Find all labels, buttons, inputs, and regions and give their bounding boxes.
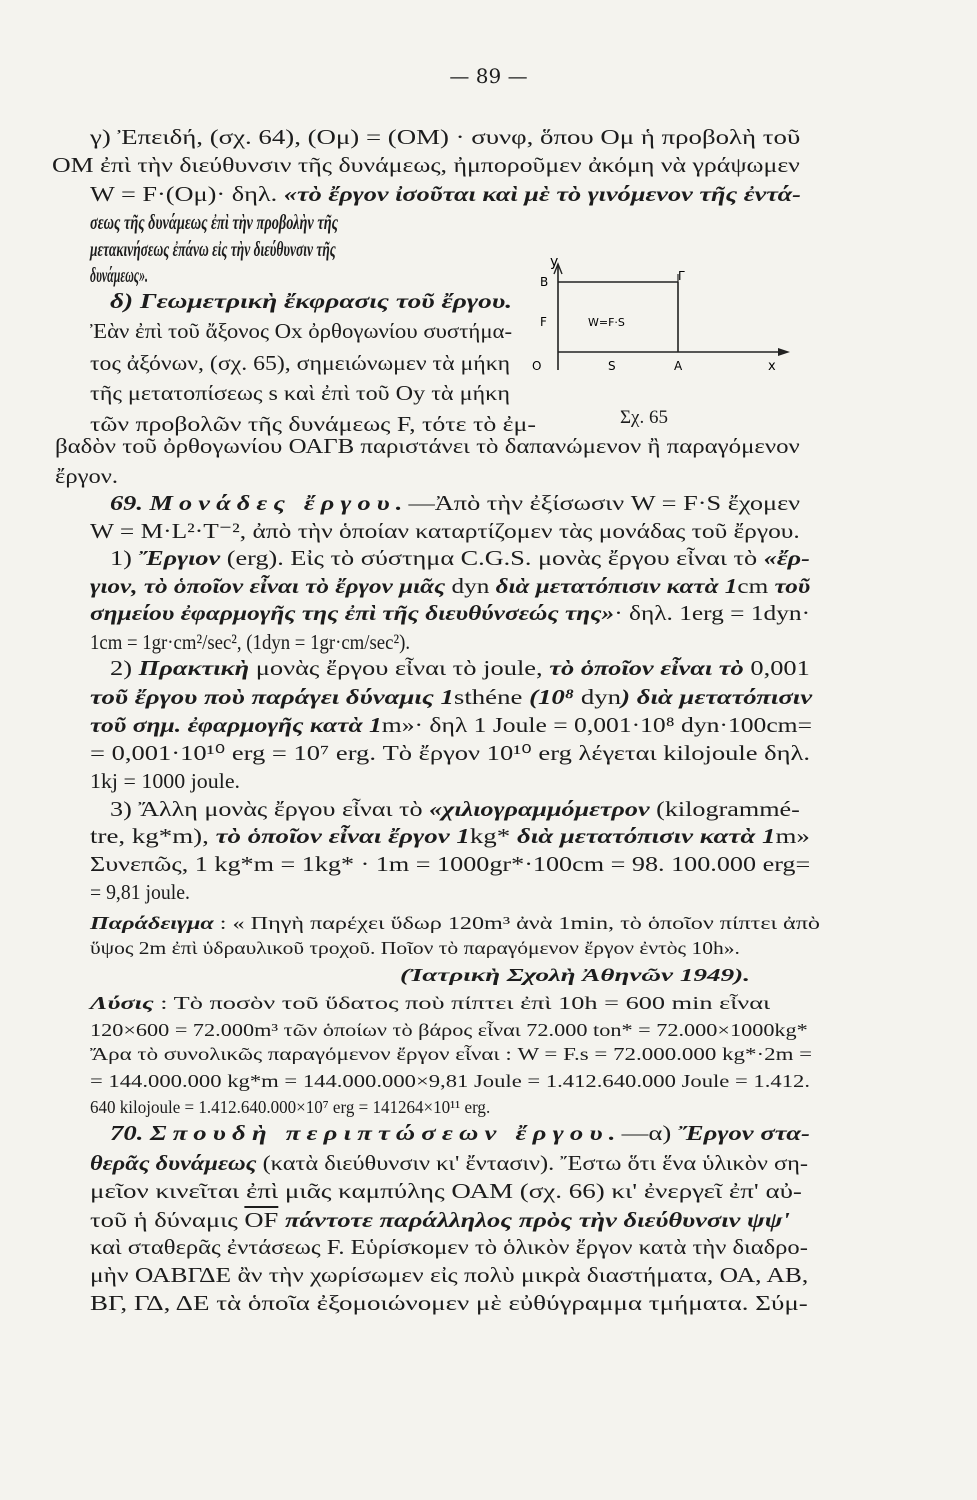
line-content [90, 380, 510, 406]
text-line [90, 236, 481, 262]
line-content [90, 684, 812, 710]
line-content [110, 655, 810, 681]
line-content [90, 1150, 808, 1176]
text-line [110, 545, 810, 571]
text-segment: θερᾶς δυνάμεως [90, 1151, 257, 1175]
text-segment: τοῦ ἔργου ποὺ παράγει δύναμις 1 [90, 685, 454, 709]
label-x: x [768, 359, 776, 374]
text-segment: μονὰς ἔργου εἶναι τὸ joule, [249, 656, 550, 680]
text-line [90, 740, 811, 766]
line-content [90, 1234, 808, 1260]
line-content [90, 1041, 812, 1067]
text-line [90, 768, 241, 794]
text-line [90, 124, 801, 150]
text-segment: m» [775, 824, 810, 848]
text-segment: μεῖον κινεῖται ἐπὶ μιᾶς καμπύλης ΟΑΜ (σχ. 66) κι' ἐνεργεῖ ἐπ' αὐ- [90, 1179, 802, 1203]
text-segment: διὰ μετατόπισιν κατὰ 1 [489, 574, 738, 598]
line-content [55, 463, 118, 489]
line-content [90, 1094, 490, 1120]
text-line [90, 1178, 802, 1204]
text-segment: dyn [574, 685, 622, 709]
text-segment: Ἄρα τὸ συνολικῶς παραγόμενον ἔργον εἶναι : W = F.s = 72.000.000 kg*·2m = [90, 1044, 813, 1064]
text-line [110, 796, 800, 822]
text-line [90, 1262, 809, 1288]
text-segment: = 0,001·10¹⁰ erg = 10⁷ erg. Τὸ ἔργον 10¹⁰ erg λέγεται kilojoule δηλ. [90, 741, 811, 765]
label-a: A [674, 359, 683, 373]
text-line [90, 851, 811, 877]
line-content [400, 962, 750, 988]
text-segment: 2) [110, 656, 139, 680]
text-line [90, 684, 813, 710]
text-line [90, 209, 462, 235]
text-segment: 69. [110, 491, 150, 515]
line-content [110, 545, 810, 571]
text-line [90, 990, 771, 1016]
line-content [90, 910, 820, 936]
line-content [110, 796, 800, 822]
label-f: F [540, 315, 547, 329]
text-segment: kg* [469, 824, 517, 848]
line-content [90, 600, 810, 626]
text-segment: ΒΓ, ΓΔ, ΔΕ τὰ ὁποῖα ἐξομοιώνομεν μὲ εὐθύγραμμα τμήματα. Σύμ- [90, 1291, 808, 1315]
text-line [110, 655, 810, 681]
text-segment: ὕψος 2m ἐπὶ ὑδραυλικοῦ τροχοῦ. Ποῖον τὸ παραγόμενον ἔργον ἐντὸς 10h». [90, 938, 740, 958]
line-content [90, 768, 240, 794]
text-segment: 1) [110, 546, 139, 570]
text-segment: Σπουδὴ περιπτώσεων ἔργου. [150, 1121, 622, 1145]
text-segment: μετακινήσεως ἐπάνω εἰς τὴν διεύθυνσιν τῆς [90, 237, 336, 261]
text-line [90, 1094, 502, 1120]
text-segment: τὸ ὁποῖον εἶναι τὸ [549, 656, 744, 680]
text-line [90, 318, 513, 344]
text-segment: τοῦ ἡ δύναμις [90, 1208, 245, 1232]
text-segment: Λύσις [90, 993, 154, 1013]
line-content [110, 288, 512, 314]
text-segment: (erg). Εἰς τὸ σύστημα C.G.S. μονὰς ἔργου εἶναι τὸ [220, 546, 764, 570]
text-segment: —α) [621, 1121, 678, 1145]
text-segment: m»· δηλ 1 Joule = 0,001·10⁸ dyn·100cm= [381, 713, 813, 737]
text-line [110, 490, 801, 516]
text-segment: «χιλιογραμμόμετρον [429, 797, 650, 821]
line-content [90, 1017, 808, 1043]
text-segment: sthéne [453, 685, 530, 709]
text-line [90, 935, 740, 961]
text-segment: ) διὰ μετατόπισιν [621, 685, 813, 709]
text-line [52, 152, 800, 178]
text-segment: Ἐὰν ἐπὶ τοῦ ἄξονος Οx ὀρθογωνίου συστήμα- [90, 319, 513, 343]
text-segment: tre, kg*m), [90, 824, 216, 848]
line-content [90, 1290, 808, 1316]
text-segment: τὸ ὁποῖον εἶναι ἔργον 1 [215, 824, 470, 848]
line-content [90, 1262, 808, 1288]
line-content [110, 1120, 810, 1146]
text-line [90, 1290, 808, 1316]
label-s: S [608, 359, 616, 373]
text-segment: 1cm = 1gr·cm²/sec², (1dyn = 1gr·cm/sec²). [90, 630, 411, 654]
text-segment: (κατὰ διεύθυνσιν κι' ἔντασιν). Ἔστω ὅτι ἕνα ὑλικὸν ση- [256, 1151, 809, 1175]
text-segment: $\overline{OF}$ [244, 1208, 279, 1232]
text-line [90, 879, 199, 905]
line-content [90, 935, 740, 961]
line-content [90, 879, 190, 905]
line-content [110, 490, 800, 516]
text-line [90, 573, 811, 599]
figure-65 [528, 236, 798, 436]
text-segment: 70. [110, 1121, 151, 1145]
text-segment: —Ἀπὸ τὴν ἐξίσωσιν W = F·S ἔχομεν [408, 491, 801, 515]
text-line [110, 288, 513, 314]
text-line [90, 1150, 809, 1176]
text-segment: Ἔργον στα- [677, 1121, 810, 1145]
line-content [90, 262, 148, 288]
line-content [90, 851, 810, 877]
text-segment: W = M·L²·T⁻², ἀπὸ τὴν ὁποίαν καταρτίζομεν τὰς μονάδας τοῦ ἔργου. [90, 519, 800, 543]
text-segment: (Ἰατρικὴ Σχολὴ Ἀθηνῶν 1949). [400, 965, 751, 985]
line-content [90, 629, 410, 655]
rectangle-diagram [528, 236, 798, 436]
text-segment: μὴν ΟΑΒΓΔΕ ἂν τὴν χωρίσωμεν εἰς πολὺ μικρὰ διαστήματα, ΟΑ, ΑΒ, [90, 1263, 809, 1287]
text-segment: dyn [451, 574, 490, 598]
text-segment: γιον, τὸ ὁποῖον εἶναι τὸ ἔργον μιᾶς [90, 574, 452, 598]
text-line [90, 823, 810, 849]
text-line [90, 350, 511, 376]
line-content [90, 209, 338, 235]
line-content [90, 124, 800, 150]
text-segment: : Τὸ ποσὸν τοῦ ὕδατος ποὺ πίπτει ἐπὶ 10h = 600 min εἶναι [153, 993, 771, 1013]
text-segment: Πρακτικὴ [138, 656, 250, 680]
text-segment: Παράδειγμα [90, 913, 214, 933]
line-content [90, 350, 510, 376]
line-content [90, 181, 801, 207]
text-segment: γ) Ἐπειδή, (σχ. 64), (Ομ) = (ΟΜ) · συνφ, ὅπου Ομ ἡ προβολὴ τοῦ [90, 125, 801, 149]
text-segment: 0,001 [743, 656, 810, 680]
text-line [90, 181, 801, 207]
text-segment: Συνεπῶς, 1 kg*m = 1kg* · 1m = 1000gr*·100cm = 98. 100.000 erg= [90, 852, 811, 876]
text-line [90, 1017, 808, 1043]
text-segment: cm [737, 574, 769, 598]
text-line [55, 463, 118, 489]
text-segment: · δηλ. 1erg = 1dyn· [614, 601, 811, 625]
text-segment: Μονάδες ἔργου. [149, 491, 409, 515]
line-content [90, 1068, 810, 1094]
text-segment: Ἔργιον [138, 546, 221, 570]
text-line [90, 380, 510, 406]
line-content [90, 740, 810, 766]
text-segment: βαδὸν τοῦ ὀρθογωνίου ΟΑΓΒ παριστάνει τὸ δαπανώμενον ἢ παραγόμενον [55, 434, 800, 458]
text-segment: ἔργον. [55, 464, 118, 488]
text-segment: (10⁸ [529, 685, 575, 709]
text-line [400, 962, 751, 988]
text-segment: W = F·(Ομ)· δηλ. [90, 182, 284, 206]
page-number: — 89 — [449, 64, 528, 88]
text-segment: τῆς μετατοπίσεως s καὶ ἐπὶ τοῦ Οy τὰ μήκη [90, 381, 510, 405]
text-segment: τῶν προβολῶν τῆς δυνάμεως F, τότε τὸ ἐμ- [90, 412, 536, 436]
text-segment: «τὸ ἔργον ἰσοῦται καὶ μὲ τὸ γινόμενον τῆς ἐντά- [283, 182, 801, 206]
text-segment: διὰ μετατόπισιν κατὰ 1 [516, 824, 776, 848]
text-line [90, 1207, 790, 1233]
text-line [90, 910, 820, 936]
text-segment: = 9,81 joule. [90, 880, 190, 904]
text-segment: σημείου ἐφαρμογῆς της ἐπὶ τῆς διευθύνσεώς της» [90, 601, 615, 625]
text-segment: : « Πηγὴ παρέχει ὕδωρ 120m³ ἀνὰ 1min, τὸ ὁποῖον πίπτει ἀπὸ [213, 913, 820, 933]
label-b: B [540, 275, 549, 289]
text-line [90, 629, 457, 655]
text-segment: 1kj = 1000 joule. [90, 769, 241, 793]
line-content [90, 990, 770, 1016]
text-segment: ΟΜ ἐπὶ τὴν διεύθυνσιν τῆς δυνάμεως, ἠμποροῦμεν ἀκόμη νὰ γράψωμεν [52, 153, 800, 177]
text-segment: = 144.000.000 kg*m = 144.000.000×9,81 Joule = 1.412.640.000 Joule = 1.412. [90, 1071, 810, 1091]
line-content [90, 1178, 802, 1204]
text-line [90, 1068, 810, 1094]
line-content [90, 712, 812, 738]
line-content [55, 433, 800, 459]
text-line [55, 433, 800, 459]
x-arrow-icon [778, 348, 790, 356]
figure-caption: Σχ. 65 [620, 407, 668, 428]
label-g: Γ [678, 269, 685, 283]
label-y: y [550, 254, 559, 270]
text-segment: τος ἀξόνων, (σχ. 65), σημειώνωμεν τὰ μήκη [90, 351, 511, 375]
line-content [90, 1207, 790, 1233]
text-segment: 640 kilojoule = 1.412.640.000×10⁷ erg = 141264×10¹¹ erg. [90, 1097, 491, 1117]
text-line [90, 518, 800, 544]
text-segment: καὶ σταθερᾶς ἐντάσεως F. Εὑρίσκομεν τὸ ὁλικὸν ἔργον κατὰ τὴν διαδρο- [90, 1235, 808, 1259]
line-content [90, 573, 810, 599]
text-segment: δυνάμεως». [90, 263, 148, 287]
line-content [90, 518, 800, 544]
text-segment: σεως τῆς δυνάμεως ἐπὶ τὴν προβολὴν τῆς [90, 210, 338, 234]
text-line [110, 1120, 810, 1146]
text-line [90, 712, 813, 738]
line-content [90, 236, 336, 262]
text-segment: (kilogrammé- [649, 797, 800, 821]
text-segment: πάντοτε παράλληλος πρὸς τὴν διεύθυνσιν ψψ' [278, 1208, 790, 1232]
label-wfs: W=F·S [588, 316, 625, 329]
line-content [52, 152, 800, 178]
line-content [90, 823, 810, 849]
text-segment: δ) Γεωμετρικὴ ἔκφρασις τοῦ ἔργου. [110, 289, 513, 313]
label-o: O [532, 359, 542, 373]
text-line [90, 1041, 813, 1067]
text-line [90, 600, 811, 626]
text-line [90, 262, 195, 288]
text-segment: 3) Ἄλλη μονὰς ἔργου εἶναι τὸ [110, 797, 430, 821]
line-content [90, 318, 512, 344]
text-segment: «ἔρ- [763, 546, 810, 570]
text-segment: 120×600 = 72.000m³ τῶν ὁποίων τὸ βάρος εἶναι 72.000 ton* = 72.000×1000kg* [90, 1020, 808, 1040]
text-segment: τοῦ [768, 574, 811, 598]
text-segment: τοῦ σημ. ἐφαρμογῆς κατὰ 1 [90, 713, 382, 737]
text-line [90, 1234, 808, 1260]
